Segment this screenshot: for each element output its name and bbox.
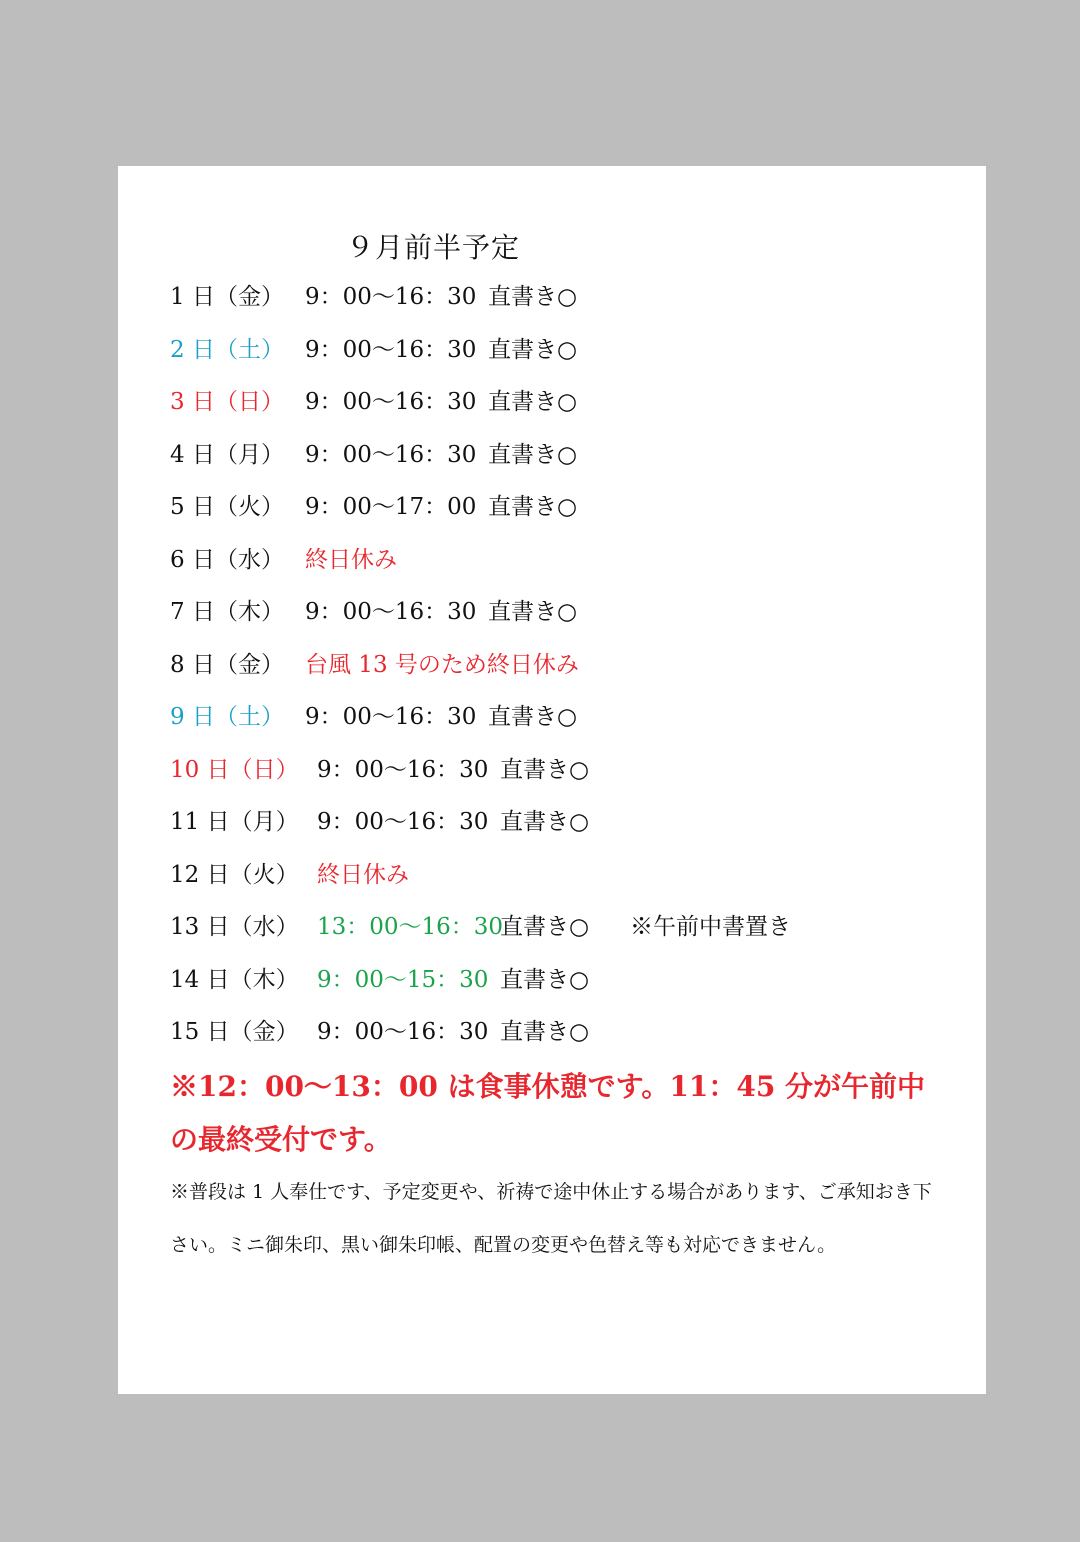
open-hours: 9：00～15：30 [317, 966, 489, 993]
writing-status: 直書き○ [488, 336, 578, 363]
writing-status: 直書き○ [500, 809, 590, 835]
closed-notice: 台風 13 号のため終日休み [305, 651, 579, 678]
open-hours: 9：00～16：30 [305, 441, 477, 468]
open-hours: 9：00～17：00 [305, 494, 477, 520]
schedule-date: 2 日（土） [170, 336, 284, 363]
writing-status: 直書き○ [488, 704, 578, 730]
writing-status: 直書き○ [488, 284, 578, 310]
schedule-date: 5 日（火） [170, 494, 284, 520]
closed-notice: 終日休み [305, 546, 397, 573]
schedule-date: 10 日（日） [170, 756, 299, 783]
page-title: ９月前半予定 [346, 231, 521, 264]
open-hours: 9：00～16：30 [305, 284, 477, 310]
open-hours: 9：00～16：30 [305, 704, 477, 730]
schedule-date: 6 日（水） [170, 546, 284, 573]
schedule-sheet [118, 166, 986, 1394]
lunch-break-notice: ※12：00～13：00 は食事休憩です。11：45 分が午前中の最終受付です。 [170, 1070, 926, 1156]
schedule-date: 8 日（金） [170, 651, 284, 678]
schedule-date: 1 日（金） [170, 284, 284, 310]
open-hours: 9：00～16：30 [305, 599, 477, 625]
schedule-date: 3 日（日） [170, 389, 284, 415]
open-hours: 13：00～16：30 [317, 914, 504, 940]
schedule-date: 11 日（月） [170, 809, 299, 835]
writing-status: 直書き○ [488, 441, 578, 468]
writing-status: 直書き○ [488, 494, 578, 520]
schedule-date: 14 日（木） [170, 966, 299, 993]
open-hours: 9：00～16：30 [317, 809, 489, 835]
open-hours: 9：00～16：30 [317, 756, 489, 783]
open-hours: 9：00～16：30 [305, 336, 477, 363]
writing-status: 直書き○ [500, 1019, 590, 1045]
schedule-date: 4 日（月） [170, 441, 284, 468]
writing-status: 直書き○ [500, 966, 590, 993]
extra-note: ※午前中書置き [630, 914, 791, 940]
schedule-date: 9 日（土） [170, 704, 284, 730]
closed-notice: 終日休み [317, 861, 409, 888]
schedule-date: 7 日（木） [170, 599, 284, 625]
open-hours: 9：00～16：30 [305, 389, 477, 415]
schedule-date: 12 日（火） [170, 861, 299, 888]
general-notice: ※普段は 1 人奉仕です、予定変更や、祈祷で途中休止する場合があります、ご承知おき下さい。ミニ御朱印、黒い御朱印帳、配置の変更や色替え等も対応できません。 [170, 1181, 932, 1256]
writing-status: 直書き○ [500, 756, 590, 783]
schedule-date: 13 日（水） [170, 914, 299, 940]
writing-status: 直書き○ [488, 599, 578, 625]
writing-status: 直書き○ [488, 389, 578, 415]
open-hours: 9：00～16：30 [317, 1019, 489, 1045]
writing-status: 直書き○ [500, 914, 590, 940]
schedule-date: 15 日（金） [170, 1019, 299, 1045]
